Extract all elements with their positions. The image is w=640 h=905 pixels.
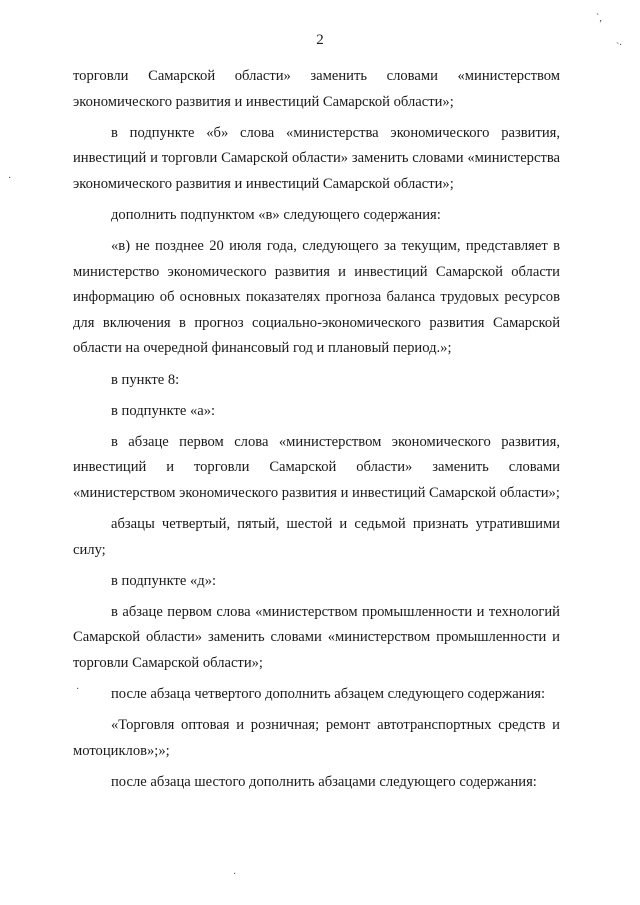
paragraph: торговли Самарской области» заменить словами «министерством экономического развития и инвестиций Самарской области»;: [73, 68, 560, 110]
scan-speck: ·: [8, 173, 12, 184]
paragraph: в подпункте «а»:: [111, 402, 216, 419]
paragraph: в подпункте «б» слова «министерства экономического развития, инвестиций и торговли Самарской области» заменить словами «министерства экономического развития и инвестиций Самарской области»;: [73, 124, 560, 192]
scan-speck: ·: [76, 684, 80, 695]
scan-speck: ˴.: [616, 37, 622, 48]
paragraph: в абзаце первом слова «министерством промышленности и технологий Самарской области» заменить словами «министерством промышленности и торговли Самарской области»;: [73, 603, 560, 671]
paragraph: «в) не позднее 20 июля года, следующего за текущим, представляет в министерство экономического развития и инвестиций Самарской области информацию об основных показателях прогноза баланса трудовых ресурсов для включения в прогноз социально-экономического развития Самарской области на очередной финансовый год и плановый период.»;: [73, 238, 560, 357]
paragraph: в абзаце первом слова «министерством экономического развития, инвестиций и торговли Самарской области» заменить словами «министерством экономического развития и инвестиций Самарской области»;: [73, 433, 560, 501]
paragraph: в подпункте «д»:: [111, 572, 217, 589]
document-body: [73, 64, 560, 801]
scan-speck: ·: [233, 869, 237, 880]
paragraph: после абзаца шестого дополнить абзацами следующего содержания:: [111, 773, 537, 790]
paragraph: абзацы четвертый, пятый, шестой и седьмой признать утратившими силу;: [73, 516, 560, 558]
paragraph: «Торговля оптовая и розничная; ремонт автотранспортных средств и мотоциклов»;»;: [73, 717, 560, 759]
page-number: 2: [316, 32, 324, 48]
paragraph: в пункте 8:: [111, 371, 180, 388]
paragraph: после абзаца четвертого дополнить абзацем следующего содержания:: [111, 686, 546, 703]
paragraph: дополнить подпунктом «в» следующего содержания:: [111, 206, 441, 223]
scan-speck: ˋ,: [596, 13, 602, 24]
